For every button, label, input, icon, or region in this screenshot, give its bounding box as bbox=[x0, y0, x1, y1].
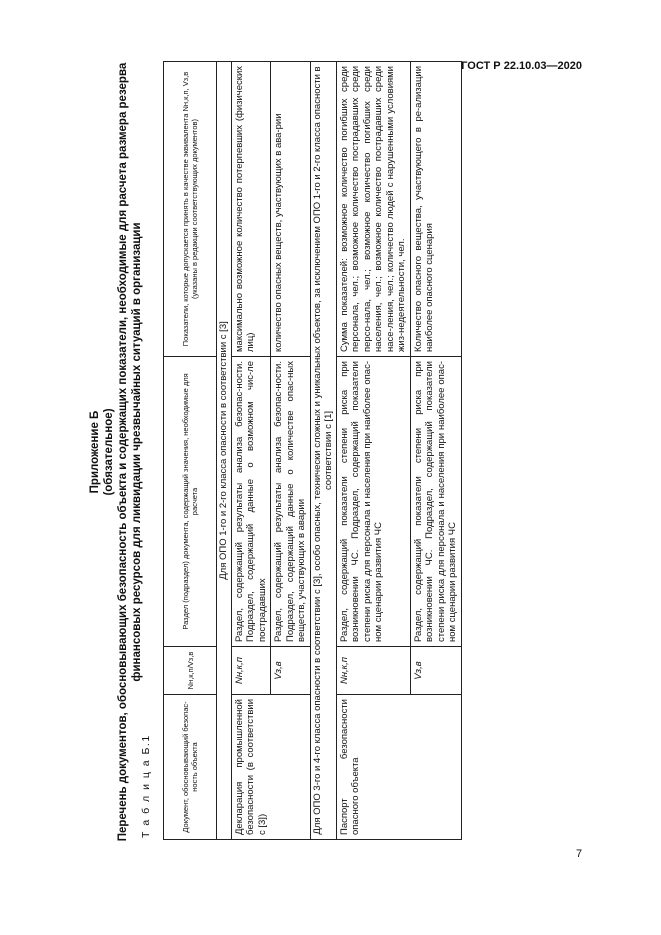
section-heading-1: Для ОПО 1-го и 2-го класса опасности в соответствии с [3] bbox=[217, 62, 232, 840]
appendix-title-block bbox=[88, 62, 116, 842]
section-cell: Раздел, содержащий показатели степени риска при возникновении ЧС. Подраздел, содержащий показатели степени риска для персонала и населения при наиболее опас-ном сценарии развития ЧС bbox=[336, 357, 410, 647]
column-header-indicator: Показатели, которые допускается принять в качестве эквивалента Nн,к,п, Vз,в (указаны в редакции соответствующих документов) bbox=[164, 62, 217, 357]
table-row bbox=[231, 62, 271, 840]
section-row bbox=[310, 62, 336, 840]
column-header-symbol: Nн,к,п/Vз,в bbox=[164, 647, 217, 695]
table-row bbox=[336, 62, 410, 840]
column-header-section: Раздел (подраздел) документа, содержащий значения, необходимые для расчета bbox=[164, 357, 217, 647]
indicator-cell: Сумма показателей: возможное количество погибших среди персонала, чел.; возможное количество пострадавших среди персо-нала, чел.; возможное количество погибших среди населения, чел.; возможное количество пострадавших среди насе-ления, чел.; количество людей с нарушенными условиями жиз-недеятельности, чел. bbox=[336, 62, 410, 357]
table-header-row bbox=[164, 62, 217, 840]
section-cell: Раздел, содержащий показатели степени риска при возникновении ЧС. Подраздел, содержащий показатели степени риска для персонала и населения при наиболее опас-ном сценарии развития ЧС bbox=[410, 357, 461, 647]
symbol-cell: Nн,к,п bbox=[336, 647, 410, 695]
appendix-status: (обязательное) bbox=[103, 408, 115, 496]
indicator-cell: Количество опасного вещества, участвующего в ре-ализации наиболее опасного сценария bbox=[410, 62, 461, 357]
indicator-cell: количество опасных веществ, участвующих в ава-рии bbox=[271, 62, 311, 357]
section-cell: Раздел, содержащий результаты анализа безопас-ности. Подраздел, содержащий данные о возможном чис-ле пострадавших bbox=[231, 357, 271, 647]
section-heading-2: Для ОПО 3-го и 4-го класса опасности в соответствии с [3], особо опасных, технически сложных и уникальных объектов, за исключением ОПО 1-го и 2-го класса опасности в соответствии с [1] bbox=[310, 62, 336, 840]
section-cell: Раздел, содержащий результаты анализа безопас-ности. Подраздел, содержащий данные о количестве опас-ных веществ, участвующих в аварии bbox=[271, 357, 311, 647]
symbol-cell: Vз,в bbox=[410, 647, 461, 695]
rotated-content bbox=[88, 62, 588, 842]
appendix-heading: Перечень документов, обосновывающих безопасность объекта и содержащих показатели, необходимые для расчета размера резерва финансовых ресурсов для ликвидации чрезвычайных ситуаций в организации bbox=[117, 62, 143, 842]
symbol-cell: Vз,в bbox=[271, 647, 311, 695]
indicator-cell: максимально возможное количество потерпевших (физических лиц) bbox=[231, 62, 271, 357]
document-cell: Декларация промышленной безопасности (в соответствии с [3]) bbox=[231, 695, 310, 840]
indicators-table bbox=[163, 61, 462, 840]
appendix-title: Приложение Б bbox=[89, 410, 101, 494]
section-row bbox=[217, 62, 232, 840]
table-caption: Т а б л и ц а Б.1 bbox=[140, 734, 152, 838]
column-header-document: Документ, обосновывающий безопас-ность объекта bbox=[164, 695, 217, 840]
document-code: ГОСТ Р 22.10.03—2020 bbox=[461, 60, 582, 72]
page-number: 7 bbox=[576, 848, 583, 860]
symbol-cell: Nн,к,п bbox=[231, 647, 271, 695]
document-cell: Паспорт безопасности опасного объекта bbox=[336, 695, 461, 840]
